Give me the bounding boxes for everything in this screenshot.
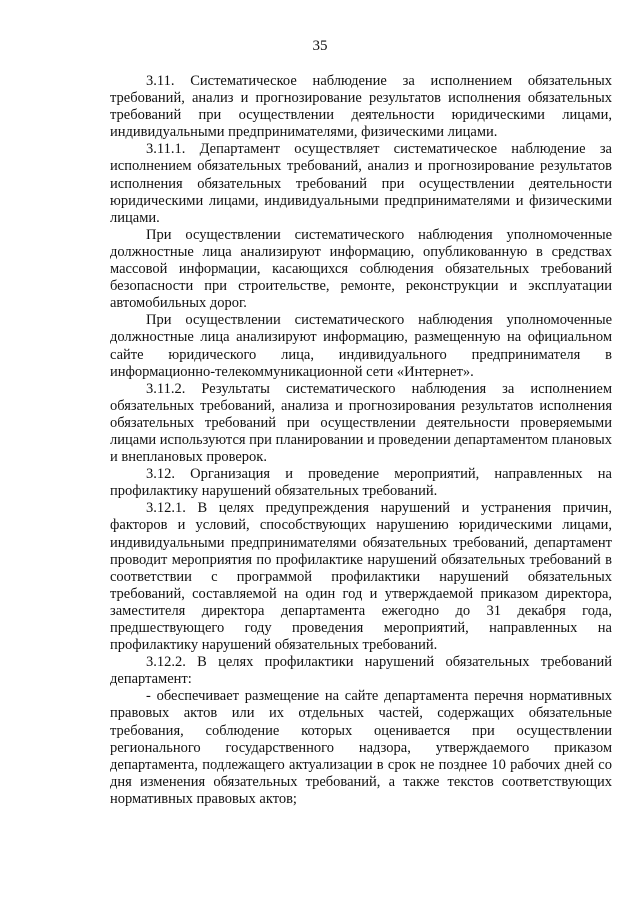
page-number: 35 <box>312 38 328 54</box>
document-body <box>110 73 612 808</box>
paragraph-3-11-1: 3.11.1. Департамент осуществляет систематическое наблюдение за исполнением обязательных требований, анализ и прогнозирование результатов исполнения обязательных требований при осуществлении деятельности юридическими лицами, индивидуальными предпринимателями и физическими лицами. <box>110 141 612 226</box>
paragraph-3-11: 3.11. Систематическое наблюдение за исполнением обязательных требований, анализ и прогнозирование результатов исполнения обязательных требований при осуществлении деятельности юридическими лицами, индивидуальными предпринимателями, физическими лицами. <box>110 73 612 141</box>
paragraph-media-monitoring: При осуществлении систематического наблюдения уполномоченные должностные лица анализируют информацию, опубликованную в средствах массовой информации, касающихся соблюдения обязательных требований безопасности при строительстве, ремонте, реконструкции и эксплуатации автомобильных дорог. <box>110 226 612 312</box>
paragraph-3-12-1: 3.12.1. В целях предупреждения нарушений и устранения причин, факторов и условий, способствующих нарушению юридическими лицами, индивидуальными предпринимателями обязательных требований, департамент проводит мероприятия по профилактике нарушений обязательных требований в соответствии с программой профилактики нарушений обязательных требований, составляемой на один год и утверждаемой приказом директора, заместителя директора департамента ежегодно до 31 декабря года, предшествующего году проведения мероприятий, направленных на профилактику нарушений обязательных требований. <box>110 500 612 654</box>
paragraph-3-12-2: 3.12.2. В целях профилактики нарушений обязательных требований департамент: <box>110 654 612 688</box>
paragraph-website-monitoring: При осуществлении систематического наблюдения уполномоченные должностные лица анализируют информацию, размещенную на официальном сайте юридического лица, индивидуального предпринимателя в информационно-телекоммуникационной сети «Интернет». <box>110 312 612 380</box>
paragraph-3-11-2: 3.11.2. Результаты систематического наблюдения за исполнением обязательных требований, анализа и прогнозирования результатов исполнения обязательных требований при осуществлении деятельности проверяемыми лицами используются при планировании и проведении департаментом плановых и внеплановых проверок. <box>110 380 612 466</box>
list-item-publication: - обеспечивает размещение на сайте департамента перечня нормативных правовых актов или их отдельных частей, содержащих обязательные требования, соблюдение которых оценивается при осуществлении регионального государственного надзора, утверждаемого приказом департамента, подлежащего актуализации в срок не позднее 10 рабочих дней со дня изменения обязательных требований, а также текстов соответствующих нормативных правовых актов; <box>110 688 612 807</box>
paragraph-3-12: 3.12. Организация и проведение мероприятий, направленных на профилактику нарушений обязательных требований. <box>110 466 612 500</box>
